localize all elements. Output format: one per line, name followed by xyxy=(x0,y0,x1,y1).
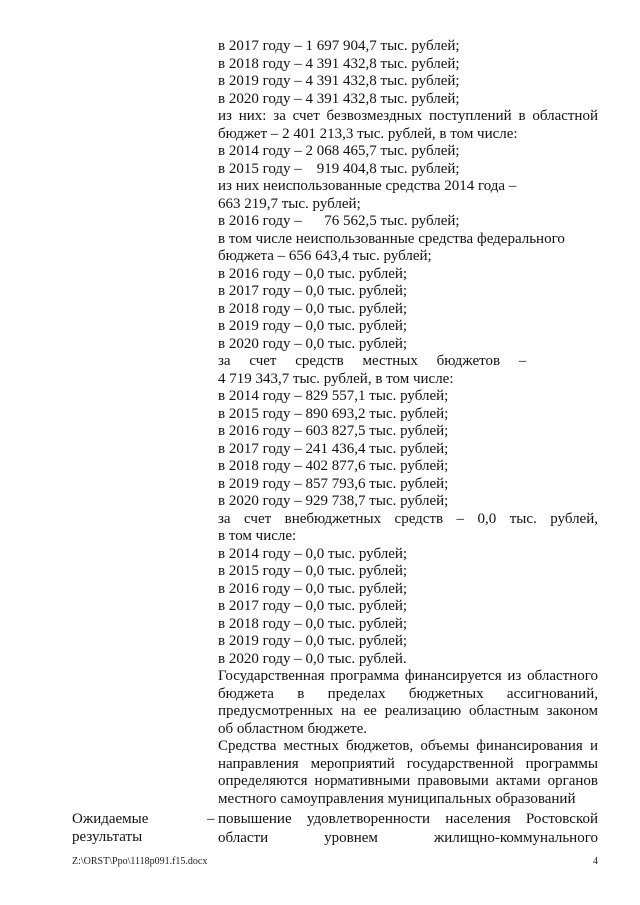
extrabudget-2014: в 2014 году – 0,0 тыс. рублей; xyxy=(218,545,408,562)
local-2018: в 2018 году – 402 877,6 тыс. рублей; xyxy=(218,458,449,474)
regional-2014: в 2014 году – 2 068 465,7 тыс. рублей; xyxy=(218,143,460,159)
extrabudget-2016: в 2016 году – 0,0 тыс. рублей; xyxy=(218,580,408,597)
expected-results-label-line1: Ожидаемые xyxy=(72,811,149,827)
paragraph-line: Средства местных бюджетов, объемы финансирования и xyxy=(218,738,598,754)
line-2019-total: в 2019 году – 4 391 432,8 тыс. рублей; xyxy=(218,73,460,89)
result-line: повышение удовлетворенности населения Ростовской xyxy=(218,811,598,827)
line-2018-total: в 2018 году – 4 391 432,8 тыс. рублей; xyxy=(218,55,460,72)
paragraph-line: местного самоуправления муниципальных образований xyxy=(218,790,576,807)
local-2020: в 2020 году – 929 738,7 тыс. рублей; xyxy=(218,493,449,509)
paragraph-line: Государственная программа финансируется из областного xyxy=(218,668,598,684)
local-2015: в 2015 году – 890 693,2 тыс. рублей; xyxy=(218,405,449,422)
results-dash: – xyxy=(207,811,215,827)
regional-budget-paragraph xyxy=(218,668,598,738)
local-intro-line1: за счет средств местных бюджетов – xyxy=(218,353,527,369)
federal-2016: в 2016 году – 0,0 тыс. рублей; xyxy=(218,265,408,282)
regional-unused-amount: 663 219,7 тыс. рублей; xyxy=(218,195,361,212)
regional-2016: в 2016 году – 76 562,5 тыс. рублей; xyxy=(218,213,460,229)
regional-intro-line2: бюджет – 2 401 213,3 тыс. рублей, в том числе: xyxy=(218,125,518,142)
local-2014: в 2014 году – 829 557,1 тыс. рублей; xyxy=(218,388,449,404)
federal-intro-line2: бюджета – 656 643,4 тыс. рублей; xyxy=(218,248,432,264)
local-intro-line2: 4 719 343,7 тыс. рублей, в том числе: xyxy=(218,370,454,387)
regional-unused-2014: из них неиспользованные средства 2014 года – xyxy=(218,178,517,194)
federal-2017: в 2017 году – 0,0 тыс. рублей; xyxy=(218,283,408,299)
extrabudget-intro-line2: в том числе: xyxy=(218,528,297,544)
expected-results-label xyxy=(72,810,212,845)
paragraph-line: направления мероприятий государственной программы xyxy=(218,755,598,772)
footer-page-number: 4 xyxy=(593,856,598,867)
extrabudget-2015: в 2015 году – 0,0 тыс. рублей; xyxy=(218,563,408,579)
local-2016: в 2016 году – 603 827,5 тыс. рублей; xyxy=(218,423,449,439)
federal-2019: в 2019 году – 0,0 тыс. рублей; xyxy=(218,318,408,334)
extrabudget-2017: в 2017 году – 0,0 тыс. рублей; xyxy=(218,598,408,614)
extrabudget-2019: в 2019 году – 0,0 тыс. рублей; xyxy=(218,633,408,649)
paragraph-line: определяются нормативными правовыми актами органов xyxy=(218,773,598,789)
local-budget-paragraph xyxy=(218,738,598,808)
extrabudget-2020: в 2020 году – 0,0 тыс. рублей. xyxy=(218,650,407,667)
federal-2018: в 2018 году – 0,0 тыс. рублей; xyxy=(218,300,408,317)
local-2019: в 2019 году – 857 793,6 тыс. рублей; xyxy=(218,475,449,492)
footer-file-path: Z:\ORST\Ppo\1118p091.f15.docx xyxy=(72,856,208,867)
paragraph-line: предусмотренных на ее реализацию областным законом xyxy=(218,703,598,719)
local-2017: в 2017 году – 241 436,4 тыс. рублей; xyxy=(218,440,449,457)
regional-2015: в 2015 году – 919 404,8 тыс. рублей; xyxy=(218,160,460,177)
extrabudget-2018: в 2018 году – 0,0 тыс. рублей; xyxy=(218,615,408,632)
expected-results-text xyxy=(218,810,598,848)
line-2017-total: в 2017 году – 1 697 904,7 тыс. рублей; xyxy=(218,38,460,54)
extrabudget-intro-line1: за счет внебюджетных средств – 0,0 тыс. рублей, xyxy=(218,510,598,527)
financing-text-column xyxy=(218,38,598,808)
expected-results-label-line2: результаты xyxy=(72,828,143,845)
federal-intro-line1: в том числе неиспользованные средства федерального xyxy=(218,230,565,247)
paragraph-line: об областном бюджете. xyxy=(218,720,367,737)
paragraph-line: бюджета в пределах бюджетных ассигнований, xyxy=(218,685,598,702)
line-2020-total: в 2020 году – 4 391 432,8 тыс. рублей; xyxy=(218,90,460,107)
federal-2020: в 2020 году – 0,0 тыс. рублей; xyxy=(218,335,408,352)
regional-intro-line1: из них: за счет безвозмездных поступлений в областной xyxy=(218,108,598,124)
result-line: области уровнем жилищно-коммунального xyxy=(218,830,598,846)
